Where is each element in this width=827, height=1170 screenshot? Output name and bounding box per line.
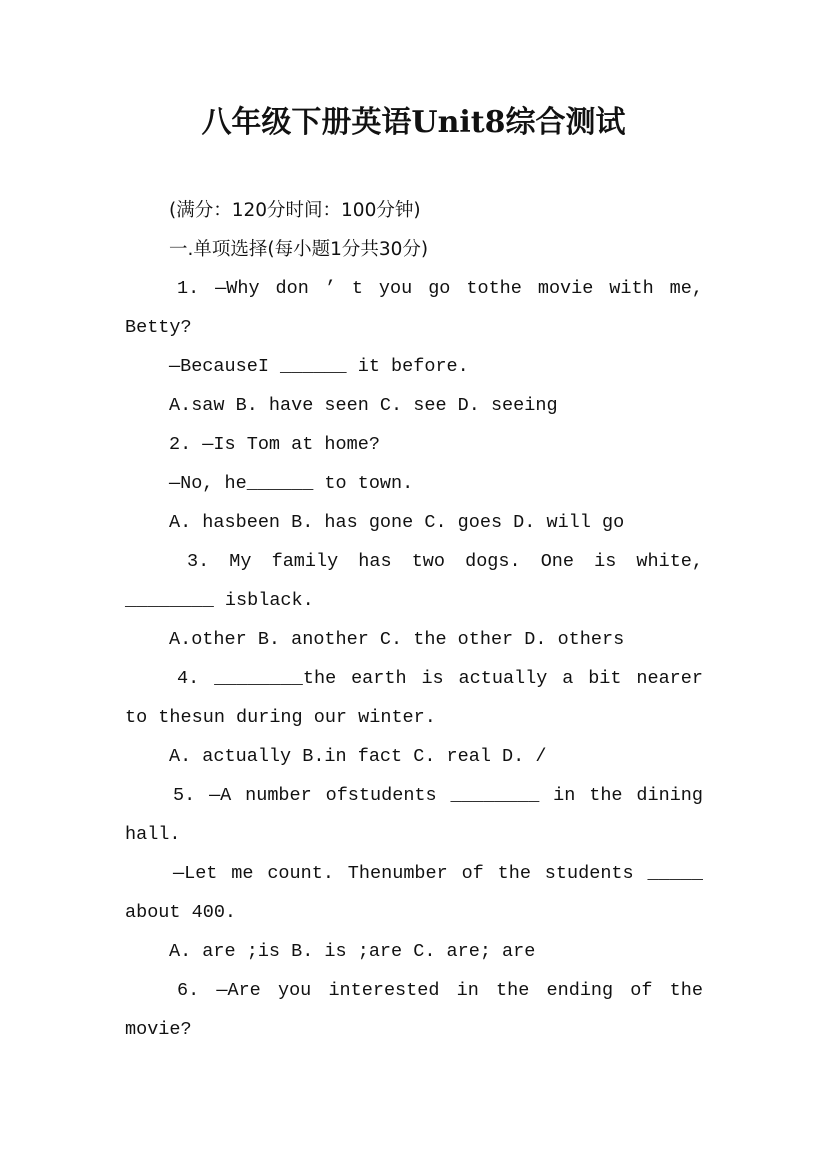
question-1-stem-cont: Betty? bbox=[125, 317, 192, 338]
question-1-reply: —BecauseI ______ it before. bbox=[169, 356, 469, 377]
score-time-line: (满分：120分时间：100分钟) bbox=[169, 200, 421, 221]
question-5-stem: 5. —A number ofstudents ________ in the dining bbox=[173, 785, 703, 806]
question-5-reply-cont: about 400. bbox=[125, 902, 237, 923]
question-3-options: A.other B. another C. the other D. others bbox=[169, 629, 625, 650]
question-5-reply: —Let me count. Thenumber of the students _____ bbox=[173, 863, 703, 884]
section-heading: 一.单项选择(每小题1分共30分) bbox=[169, 239, 429, 260]
document-body bbox=[125, 191, 703, 1049]
question-2-stem: 2. —Is Tom at home? bbox=[169, 434, 380, 455]
question-4-stem: 4. ________the earth is actually a bit nearer bbox=[177, 668, 703, 689]
question-2-reply: —No, he______ to town. bbox=[169, 473, 414, 494]
question-3-stem-cont: ________ isblack. bbox=[125, 590, 314, 611]
question-6-stem-cont: movie? bbox=[125, 1019, 192, 1040]
document-title: 八年级下册英语Unit8综合测试 bbox=[201, 105, 626, 140]
question-5-options: A. are ;is B. is ;are C. are; are bbox=[169, 941, 536, 962]
question-1-stem: 1. —Why don ’ t you go tothe movie with me, bbox=[177, 278, 703, 299]
question-5-stem-cont: hall. bbox=[125, 824, 181, 845]
question-2-options: A. hasbeen B. has gone C. goes D. will go bbox=[169, 512, 625, 533]
question-6-stem: 6. —Are you interested in the ending of the bbox=[177, 980, 703, 1001]
question-1-options: A.saw B. have seen C. see D. seeing bbox=[169, 395, 558, 416]
question-4-options: A. actually B.in fact C. real D. / bbox=[169, 746, 547, 767]
question-3-stem: 3. My family has two dogs. One is white, bbox=[187, 551, 703, 572]
question-4-stem-cont: to thesun during our winter. bbox=[125, 707, 436, 728]
